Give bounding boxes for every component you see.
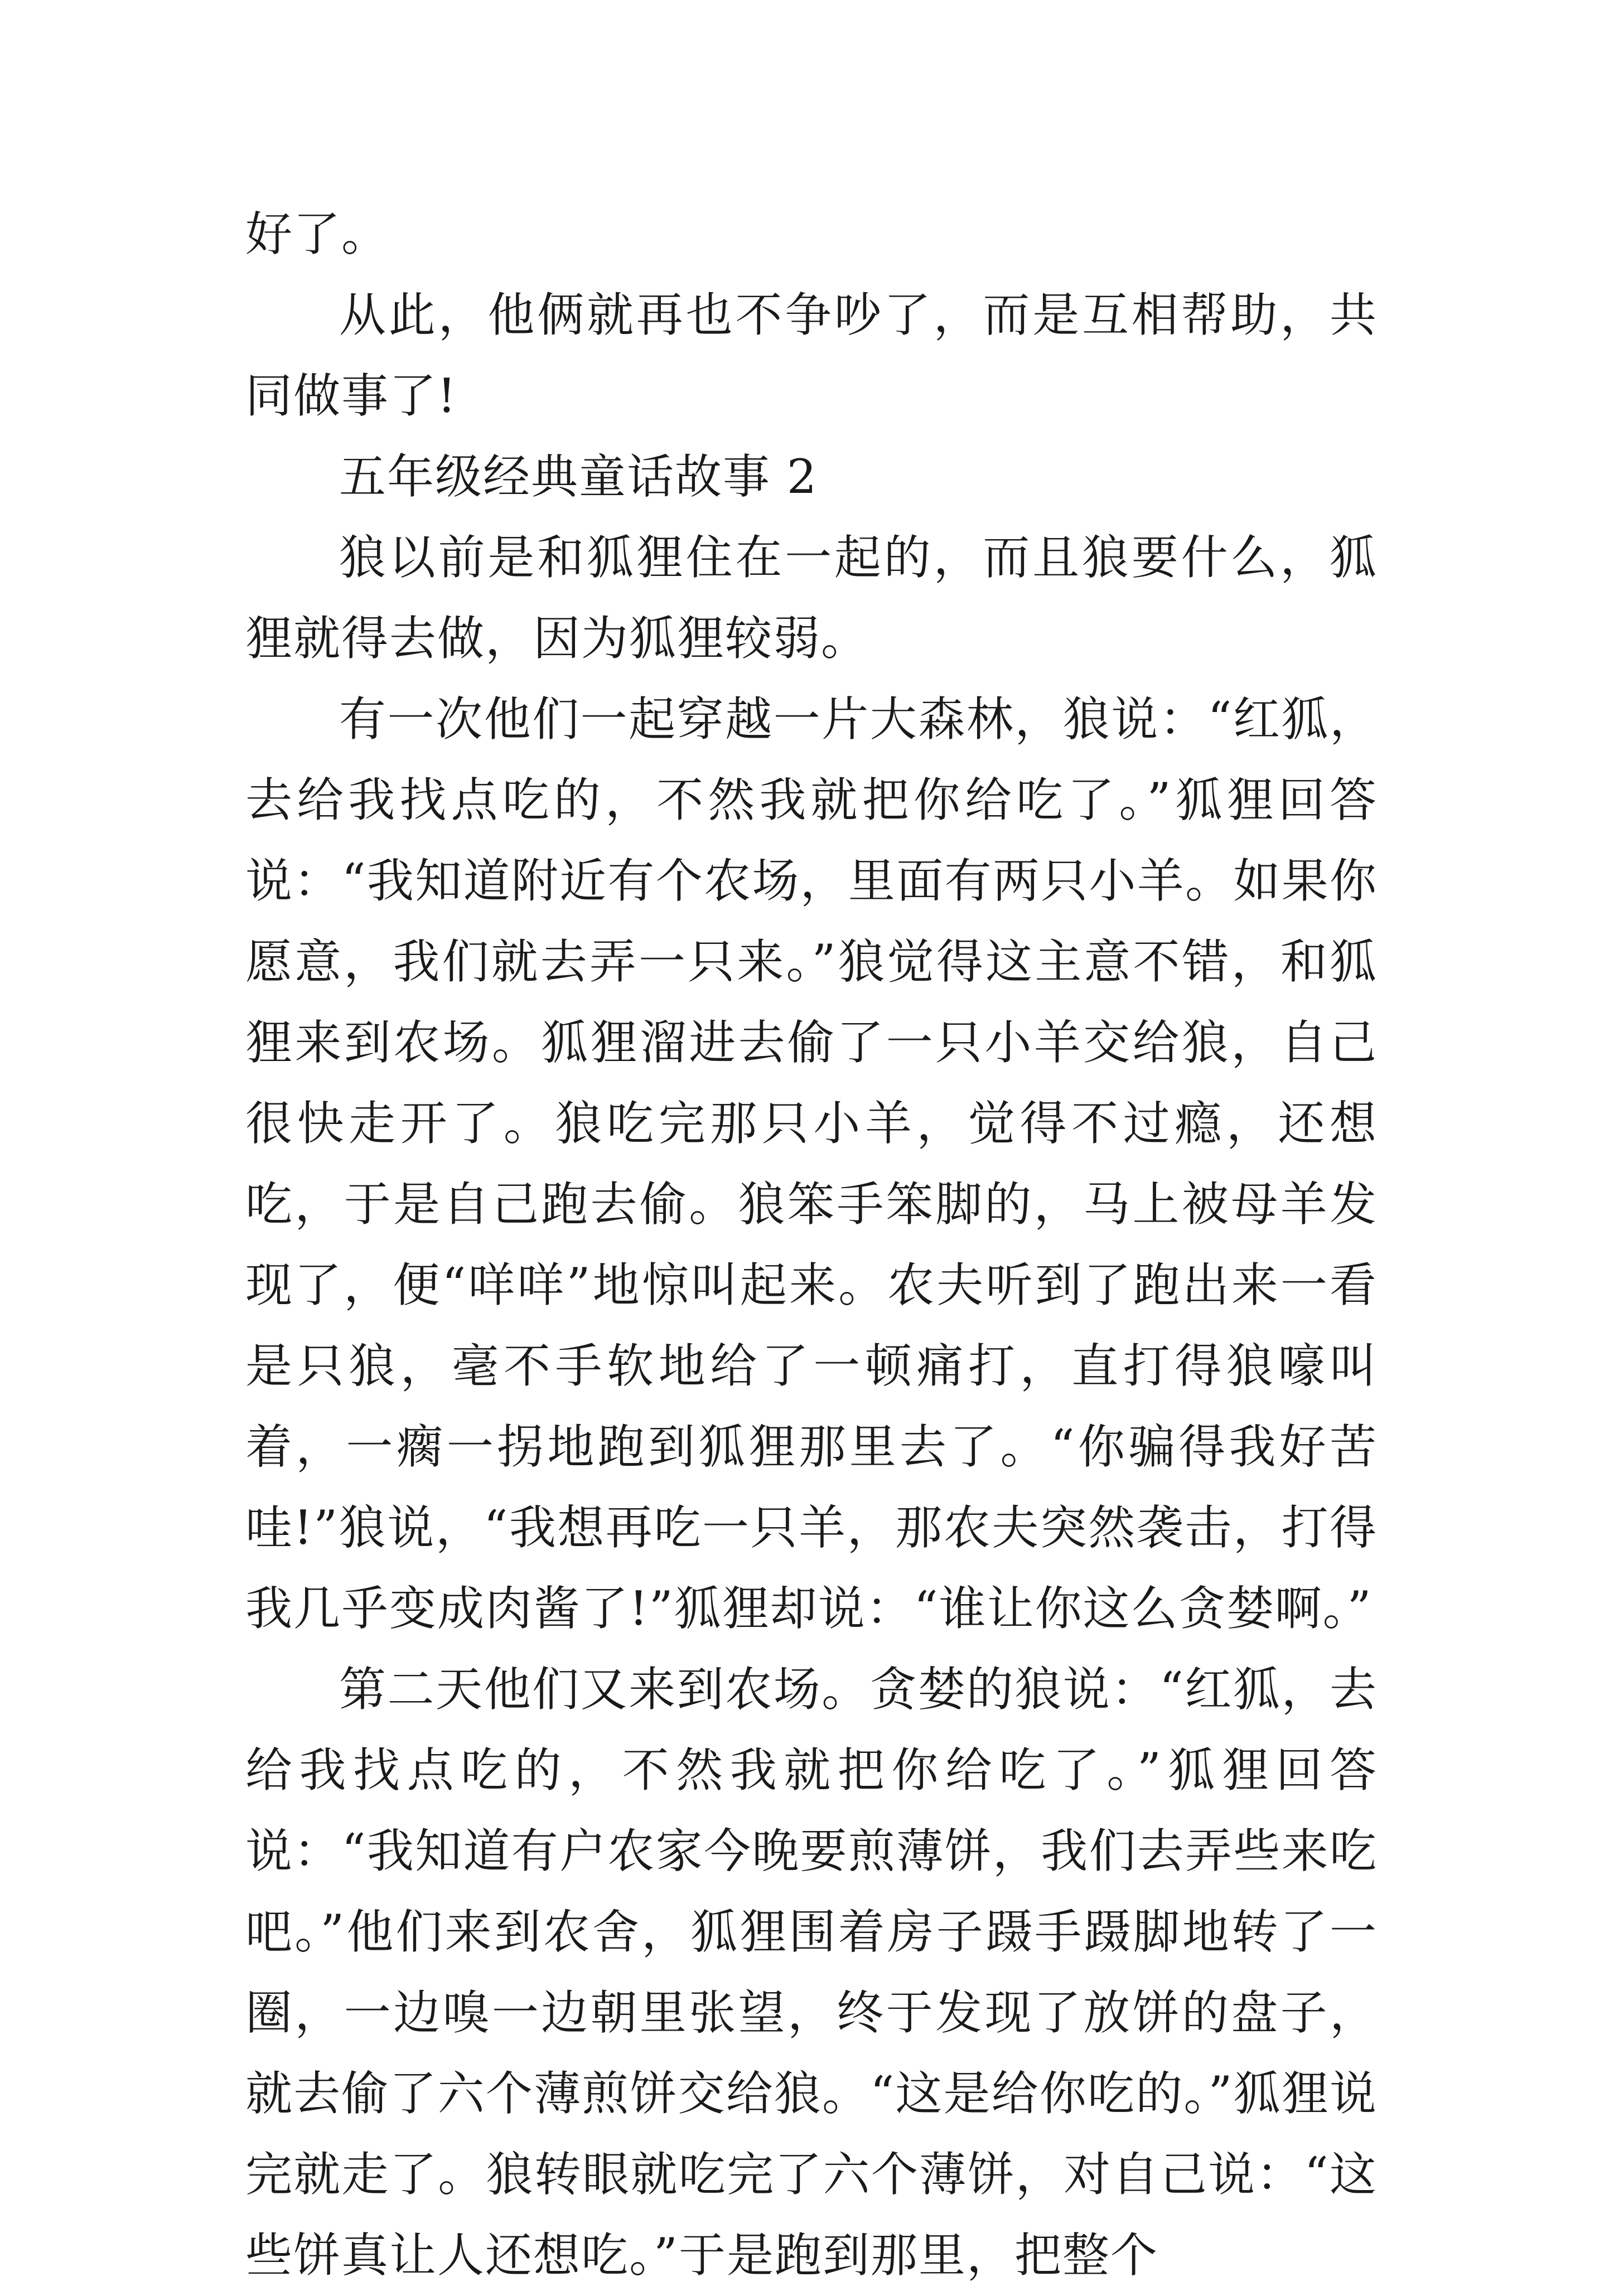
paragraph-intro: 狼以前是和狐狸住在一起的，而且狼要什么，狐狸就得去做，因为狐狸较弱。 [245, 530, 1378, 666]
story-heading: 五年级经典童话故事 2 [339, 449, 818, 504]
paragraph-conclusion: 从此，他俩就再也不争吵了，而是互相帮助，共同做事了! [245, 288, 1378, 423]
paragraph-first-day: 有一次他们一起穿越一片大森林，狼说：“红狐，去给我找点吃的，不然我就把你给吃了。”狐狸回答说：“我知道附近有个农场，里面有两只小羊。如果你愿意，我们就去弄一只来。”狼觉得这主意不错，和狐狸来到农场。狐狸溜进去偷了一只小羊交给狼，自己很快走开了。狼吃完那只小羊，觉得不过瘾，还想吃，于是自己跑去偷。狼笨手笨脚的，马上被母羊发现了，便“咩咩”地惊叫起来。农夫听到了跑出来一看是只狼，毫不手软地给了一顿痛打，直打得狼嚎叫着，一瘸一拐地跑到狐狸那里去了。“你骗得我好苦哇!”狼说，“我想再吃一只羊，那农夫突然袭击，打得我几乎变成肉酱了!”狐狸却说：“谁让你这么贪婪啊。” [245, 692, 1378, 1636]
paragraph-second-day: 第二天他们又来到农场。贪婪的狼说：“红狐，去给我找点吃的，不然我就把你给吃了。”狐狸回答说：“我知道有户农家今晚要煎薄饼，我们去弄些来吃吧。”他们来到农舍，狐狸围着房子蹑手蹑脚地转了一圈，一边嗅一边朝里张望，终于发现了放饼的盘子，就去偷了六个薄煎饼交给狼。“这是给你吃的。”狐狸说完就走了。狼转眼就吃完了六个薄饼，对自己说：“这些饼真让人还想吃。”于是跑到那里，把整个 [245, 1662, 1378, 2283]
paragraph-continued: 好了。 [245, 207, 390, 261]
document-body [245, 194, 1378, 2296]
